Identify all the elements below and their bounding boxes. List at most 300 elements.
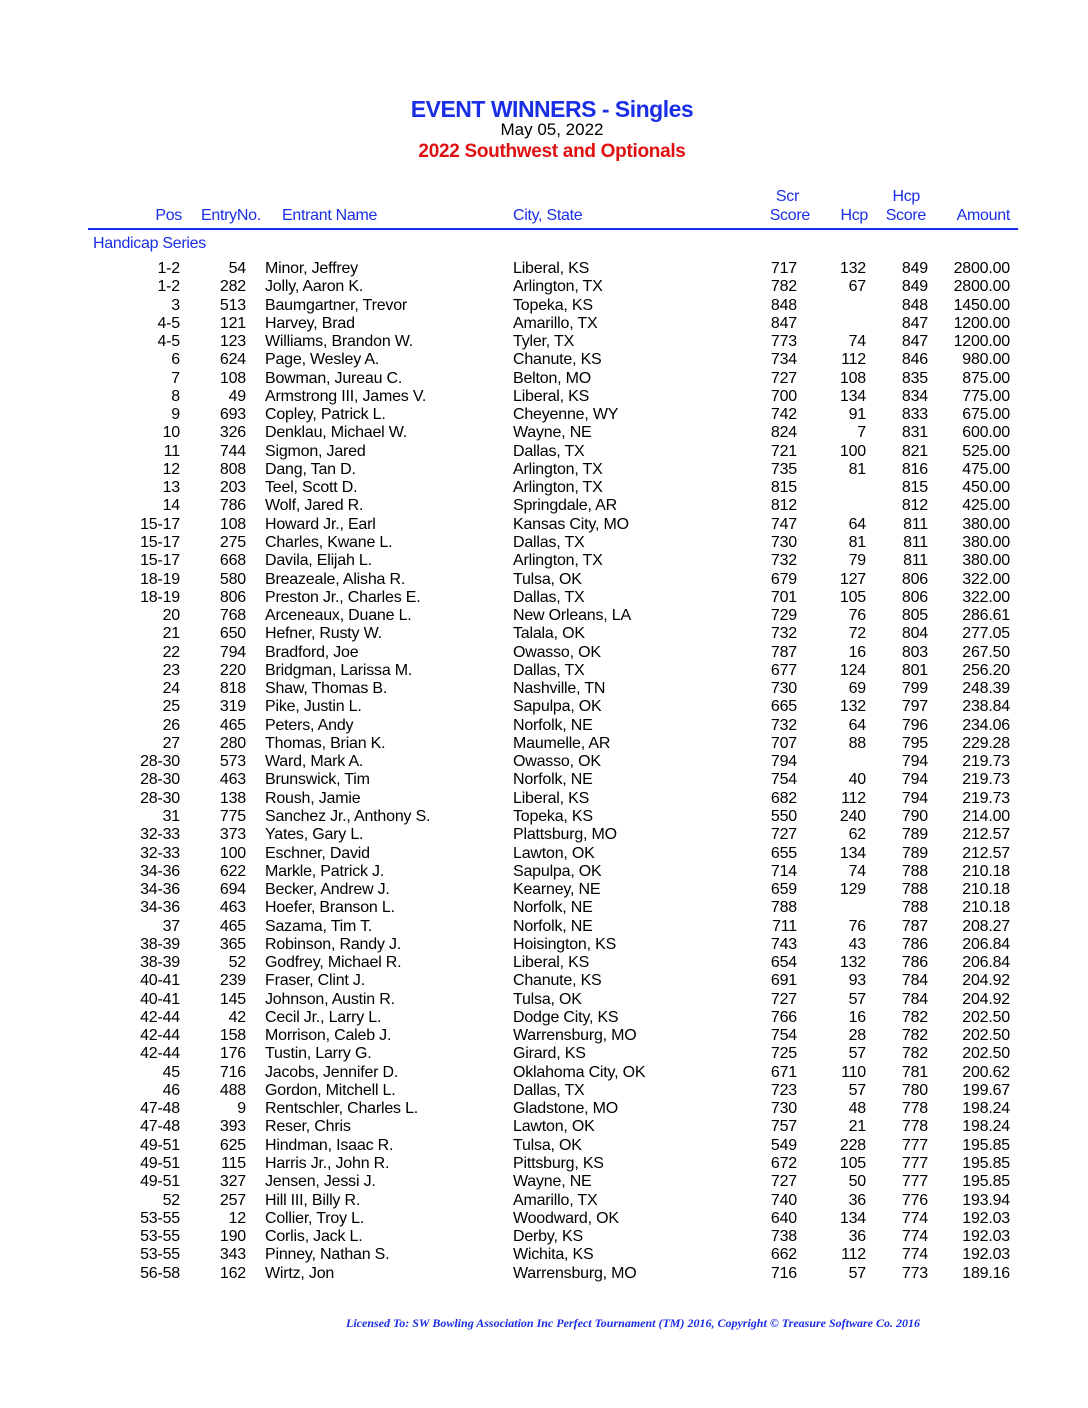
- scratch-score-cell: 757: [770, 1118, 797, 1136]
- pos-cell: 15-17: [140, 552, 180, 570]
- city-state-cell: Kearney, NE: [513, 881, 601, 899]
- pos-cell: 6: [171, 351, 180, 369]
- table-row: [0, 1027, 1088, 1045]
- city-state-cell: Liberal, KS: [513, 954, 590, 972]
- handicap-cell: 108: [839, 369, 866, 387]
- table-row: [0, 845, 1088, 863]
- entrant-name-cell: Fraser, Clint J.: [265, 972, 365, 990]
- pos-cell: 56-58: [140, 1264, 180, 1282]
- city-state-cell: Liberal, KS: [513, 260, 590, 277]
- handicap-score-cell: 806: [901, 588, 928, 606]
- report-date: May 05, 2022: [500, 120, 604, 139]
- handicap-cell: 28: [848, 1027, 866, 1045]
- entry-no-cell: 319: [219, 698, 246, 716]
- amount-cell: 195.85: [962, 1136, 1010, 1154]
- city-state-cell: Wayne, NE: [513, 424, 592, 442]
- pos-cell: 53-55: [140, 1228, 180, 1246]
- city-state-cell: Nashville, TN: [513, 680, 606, 698]
- col-hcp-score-bottom: Score: [885, 207, 926, 224]
- city-state-cell: Wayne, NE: [513, 1173, 592, 1191]
- entrant-name-cell: Jensen, Jessi J.: [265, 1173, 376, 1191]
- handicap-cell: 57: [848, 990, 866, 1008]
- amount-cell: 380.00: [962, 533, 1010, 551]
- entrant-name-cell: Yates, Gary L.: [265, 826, 364, 844]
- table-row: [0, 479, 1088, 497]
- table-row: [0, 753, 1088, 771]
- scratch-score-cell: 662: [770, 1246, 797, 1264]
- handicap-cell: 91: [848, 406, 866, 424]
- handicap-cell: 67: [848, 278, 866, 296]
- pos-cell: 27: [162, 734, 180, 752]
- entrant-name-cell: Shaw, Thomas B.: [265, 680, 388, 698]
- handicap-score-cell: 788: [901, 899, 928, 917]
- col-name: Entrant Name: [282, 207, 378, 224]
- entry-no-cell: 138: [219, 789, 246, 807]
- handicap-score-cell: 805: [901, 607, 928, 625]
- entry-no-cell: 393: [219, 1118, 246, 1136]
- entry-no-cell: 343: [219, 1246, 246, 1264]
- table-row: [0, 644, 1088, 662]
- handicap-score-cell: 773: [901, 1264, 928, 1282]
- table-row: [0, 1265, 1088, 1283]
- pos-cell: 32-33: [140, 826, 180, 844]
- handicap-cell: 76: [848, 917, 866, 935]
- table-row: [0, 443, 1088, 461]
- handicap-score-cell: 784: [901, 990, 928, 1008]
- pos-cell: 14: [162, 497, 180, 515]
- entrant-name-cell: Markle, Patrick J.: [265, 862, 385, 880]
- table-row: [0, 936, 1088, 954]
- amount-cell: 2800.00: [953, 278, 1010, 296]
- table-row: [0, 717, 1088, 735]
- entrant-name-cell: Howard Jr., Earl: [265, 515, 376, 533]
- amount-cell: 425.00: [962, 497, 1010, 515]
- scratch-score-cell: 747: [770, 515, 797, 533]
- footer-license: Licensed To: SW Bowling Association Inc Perfect Tournament (TM) 2016, Copyright © Treasure Software Co. 2016: [346, 1316, 921, 1330]
- tournament-name: 2022 Southwest and Optionals: [418, 141, 686, 162]
- entry-no-cell: 768: [219, 607, 246, 625]
- table-row: [0, 406, 1088, 424]
- col-hcp: Hcp: [840, 207, 868, 224]
- entrant-name-cell: Becker, Andrew J.: [265, 881, 390, 899]
- pos-cell: 1-2: [157, 260, 180, 277]
- entry-no-cell: 808: [219, 460, 246, 478]
- amount-cell: 202.50: [962, 1027, 1010, 1045]
- amount-cell: 208.27: [962, 917, 1010, 935]
- handicap-cell: 21: [848, 1118, 866, 1136]
- amount-cell: 204.92: [962, 990, 1010, 1008]
- table-row: [0, 424, 1088, 442]
- scratch-score-cell: 729: [770, 607, 797, 625]
- table-row: [0, 552, 1088, 570]
- amount-cell: 322.00: [962, 588, 1010, 606]
- handicap-score-cell: 781: [901, 1063, 928, 1081]
- handicap-score-cell: 777: [901, 1155, 928, 1173]
- entrant-name-cell: Hill III, Billy R.: [265, 1191, 361, 1209]
- amount-cell: 210.18: [962, 862, 1010, 880]
- handicap-cell: 112: [841, 1246, 866, 1264]
- entrant-name-cell: Pinney, Nathan S.: [265, 1246, 390, 1264]
- amount-cell: 1450.00: [953, 296, 1010, 314]
- entrant-name-cell: Baumgartner, Trevor: [265, 296, 408, 314]
- city-state-cell: Owasso, OK: [513, 753, 601, 771]
- amount-cell: 195.85: [962, 1155, 1010, 1173]
- entrant-name-cell: Arceneaux, Duane L.: [265, 607, 412, 625]
- handicap-score-cell: 803: [901, 643, 928, 661]
- table-row: [0, 771, 1088, 789]
- handicap-cell: 40: [848, 771, 866, 789]
- city-state-cell: Gladstone, MO: [513, 1100, 619, 1118]
- entry-no-cell: 513: [219, 296, 246, 314]
- handicap-cell: 79: [848, 552, 866, 570]
- amount-cell: 195.85: [962, 1173, 1010, 1191]
- handicap-score-cell: 811: [903, 552, 928, 570]
- entry-no-cell: 282: [219, 278, 246, 296]
- amount-cell: 600.00: [962, 424, 1010, 442]
- handicap-cell: 81: [848, 460, 866, 478]
- scratch-score-cell: 766: [770, 1008, 797, 1026]
- entrant-name-cell: Bowman, Jureau C.: [265, 369, 403, 387]
- entry-no-cell: 54: [228, 260, 246, 277]
- entry-no-cell: 373: [219, 826, 246, 844]
- table-row: [0, 698, 1088, 716]
- handicap-cell: 62: [848, 826, 866, 844]
- amount-cell: 322.00: [962, 570, 1010, 588]
- scratch-score-cell: 740: [770, 1191, 797, 1209]
- pos-cell: 4-5: [157, 333, 180, 351]
- handicap-cell: 74: [848, 333, 866, 351]
- entry-no-cell: 42: [228, 1008, 246, 1026]
- table-row: [0, 881, 1088, 899]
- handicap-cell: 16: [848, 1008, 866, 1026]
- amount-cell: 219.73: [962, 789, 1010, 807]
- scratch-score-cell: 754: [770, 1027, 797, 1045]
- pos-cell: 1-2: [157, 278, 180, 296]
- table-row: [0, 790, 1088, 808]
- handicap-cell: 132: [839, 954, 866, 972]
- handicap-cell: 72: [848, 625, 866, 643]
- header-rule: [88, 228, 1018, 230]
- entry-no-cell: 176: [219, 1045, 246, 1063]
- entrant-name-cell: Denklau, Michael W.: [265, 424, 408, 442]
- handicap-cell: 48: [848, 1100, 866, 1118]
- handicap-score-cell: 796: [901, 716, 928, 734]
- entry-no-cell: 327: [219, 1173, 246, 1191]
- pos-cell: 28-30: [140, 753, 180, 771]
- entry-no-cell: 775: [219, 807, 246, 825]
- entry-no-cell: 694: [219, 881, 246, 899]
- amount-cell: 189.16: [962, 1264, 1010, 1282]
- pos-cell: 49-51: [140, 1136, 180, 1154]
- handicap-score-cell: 816: [901, 460, 928, 478]
- entrant-name-cell: Peters, Andy: [265, 716, 354, 734]
- entry-no-cell: 465: [219, 917, 246, 935]
- amount-cell: 192.03: [962, 1209, 1010, 1227]
- pos-cell: 22: [162, 643, 180, 661]
- city-state-cell: Arlington, TX: [513, 479, 603, 497]
- entry-no-cell: 624: [219, 351, 246, 369]
- handicap-cell: 129: [839, 881, 866, 899]
- scratch-score-cell: 847: [770, 314, 797, 332]
- amount-cell: 775.00: [962, 387, 1010, 405]
- amount-cell: 214.00: [962, 807, 1010, 825]
- handicap-score-cell: 821: [901, 442, 928, 460]
- handicap-score-cell: 778: [901, 1100, 928, 1118]
- scratch-score-cell: 730: [770, 680, 797, 698]
- city-state-cell: Cheyenne, WY: [513, 406, 619, 424]
- city-state-cell: Dallas, TX: [513, 442, 585, 460]
- scratch-score-cell: 738: [770, 1228, 797, 1246]
- table-row: [0, 899, 1088, 917]
- col-hcp-score-top: Hcp: [892, 188, 920, 205]
- scratch-score-cell: 716: [770, 1264, 797, 1282]
- pos-cell: 20: [162, 607, 180, 625]
- handicap-score-cell: 804: [901, 625, 928, 643]
- pos-cell: 24: [162, 680, 180, 698]
- scratch-score-cell: 848: [770, 296, 797, 314]
- table-row: [0, 954, 1088, 972]
- scratch-score-cell: 679: [770, 570, 797, 588]
- scratch-score-cell: 682: [770, 789, 797, 807]
- table-row: [0, 972, 1088, 990]
- table-row: [0, 297, 1088, 315]
- scratch-score-cell: 654: [770, 954, 797, 972]
- handicap-cell: 93: [848, 972, 866, 990]
- table-row: [0, 1118, 1088, 1136]
- table-row: [0, 589, 1088, 607]
- table-row: [0, 1100, 1088, 1118]
- handicap-cell: 57: [848, 1081, 866, 1099]
- handicap-score-cell: 794: [901, 771, 928, 789]
- pos-cell: 53-55: [140, 1246, 180, 1264]
- handicap-cell: 36: [848, 1228, 866, 1246]
- entrant-name-cell: Godfrey, Michael R.: [265, 954, 402, 972]
- scratch-score-cell: 773: [770, 333, 797, 351]
- entrant-name-cell: Dang, Tan D.: [265, 460, 356, 478]
- entry-no-cell: 622: [219, 862, 246, 880]
- handicap-score-cell: 794: [901, 753, 928, 771]
- scratch-score-cell: 691: [770, 972, 797, 990]
- handicap-cell: 112: [841, 351, 866, 369]
- city-state-cell: Norfolk, NE: [513, 716, 593, 734]
- handicap-score-cell: 782: [901, 1008, 928, 1026]
- handicap-score-cell: 786: [901, 954, 928, 972]
- handicap-score-cell: 788: [901, 881, 928, 899]
- entry-no-cell: 220: [219, 661, 246, 679]
- handicap-cell: 105: [839, 1155, 866, 1173]
- entrant-name-cell: Eschner, David: [265, 844, 370, 862]
- amount-cell: 238.84: [962, 698, 1010, 716]
- handicap-cell: 134: [839, 387, 866, 405]
- amount-cell: 206.84: [962, 954, 1010, 972]
- pos-cell: 47-48: [140, 1100, 180, 1118]
- city-state-cell: Chanute, KS: [513, 972, 602, 990]
- table-row: [0, 808, 1088, 826]
- pos-cell: 21: [162, 625, 180, 643]
- scratch-score-cell: 787: [770, 643, 797, 661]
- handicap-score-cell: 776: [901, 1191, 928, 1209]
- entrant-name-cell: Charles, Kwane L.: [265, 533, 393, 551]
- entry-no-cell: 668: [219, 552, 246, 570]
- scratch-score-cell: 725: [770, 1045, 797, 1063]
- handicap-cell: 7: [857, 424, 866, 442]
- pos-cell: 38-39: [140, 954, 180, 972]
- city-state-cell: Wichita, KS: [513, 1246, 594, 1264]
- scratch-score-cell: 735: [770, 460, 797, 478]
- handicap-score-cell: 787: [901, 917, 928, 935]
- table-row: [0, 735, 1088, 753]
- city-state-cell: Topeka, KS: [513, 296, 593, 314]
- entry-no-cell: 573: [219, 753, 246, 771]
- scratch-score-cell: 732: [770, 625, 797, 643]
- scratch-score-cell: 730: [770, 1100, 797, 1118]
- handicap-cell: 124: [839, 661, 866, 679]
- amount-cell: 2800.00: [953, 260, 1010, 277]
- amount-cell: 206.84: [962, 935, 1010, 953]
- entrant-name-cell: Sazama, Tim T.: [265, 917, 373, 935]
- pos-cell: 4-5: [157, 314, 180, 332]
- city-state-cell: Dallas, TX: [513, 588, 585, 606]
- table-row: [0, 1155, 1088, 1173]
- city-state-cell: Talala, OK: [513, 625, 585, 643]
- handicap-cell: 132: [839, 698, 866, 716]
- entry-no-cell: 463: [219, 771, 246, 789]
- handicap-cell: 57: [848, 1045, 866, 1063]
- city-state-cell: Chanute, KS: [513, 351, 602, 369]
- amount-cell: 475.00: [962, 460, 1010, 478]
- handicap-score-cell: 849: [901, 278, 928, 296]
- city-state-cell: Woodward, OK: [513, 1209, 619, 1227]
- amount-cell: 202.50: [962, 1045, 1010, 1063]
- city-state-cell: Warrensburg, MO: [513, 1027, 637, 1045]
- amount-cell: 210.18: [962, 881, 1010, 899]
- entry-no-cell: 12: [228, 1209, 246, 1227]
- entry-no-cell: 162: [219, 1264, 246, 1282]
- amount-cell: 210.18: [962, 899, 1010, 917]
- amount-cell: 192.03: [962, 1228, 1010, 1246]
- entrant-name-cell: Hoefer, Branson L.: [265, 899, 395, 917]
- entry-no-cell: 488: [219, 1081, 246, 1099]
- handicap-cell: 110: [841, 1063, 866, 1081]
- table-row: [0, 534, 1088, 552]
- table-row: [0, 607, 1088, 625]
- table-row: [0, 351, 1088, 369]
- handicap-score-cell: 782: [901, 1027, 928, 1045]
- entrant-name-cell: Johnson, Austin R.: [265, 990, 395, 1008]
- pos-cell: 42-44: [140, 1045, 180, 1063]
- handicap-score-cell: 777: [901, 1136, 928, 1154]
- table-row: [0, 1246, 1088, 1264]
- entrant-name-cell: Roush, Jamie: [265, 789, 361, 807]
- scratch-score-cell: 734: [770, 351, 797, 369]
- pos-cell: 53-55: [140, 1209, 180, 1227]
- handicap-cell: 64: [848, 515, 866, 533]
- pos-cell: 31: [162, 807, 180, 825]
- pos-cell: 32-33: [140, 844, 180, 862]
- pos-cell: 15-17: [140, 533, 180, 551]
- handicap-cell: 132: [839, 260, 866, 277]
- entrant-name-cell: Jolly, Aaron K.: [265, 278, 364, 296]
- scratch-score-cell: 754: [770, 771, 797, 789]
- scratch-score-cell: 659: [770, 881, 797, 899]
- entrant-name-cell: Rentschler, Charles L.: [265, 1100, 419, 1118]
- pos-cell: 18-19: [140, 588, 180, 606]
- handicap-score-cell: 815: [901, 479, 928, 497]
- entrant-name-cell: Sanchez Jr., Anthony S.: [265, 807, 431, 825]
- amount-cell: 219.73: [962, 771, 1010, 789]
- table-row: [0, 625, 1088, 643]
- city-state-cell: Kansas City, MO: [513, 515, 629, 533]
- city-state-cell: Dallas, TX: [513, 661, 585, 679]
- table-row: [0, 260, 1088, 278]
- handicap-score-cell: 811: [903, 515, 928, 533]
- pos-cell: 26: [162, 716, 180, 734]
- pos-cell: 25: [162, 698, 180, 716]
- entrant-name-cell: Reser, Chris: [265, 1118, 351, 1136]
- pos-cell: 18-19: [140, 570, 180, 588]
- city-state-cell: Belton, MO: [513, 369, 592, 387]
- scratch-score-cell: 732: [770, 716, 797, 734]
- scratch-score-cell: 549: [770, 1136, 797, 1154]
- entrant-name-cell: Corlis, Jack L.: [265, 1228, 363, 1246]
- amount-cell: 219.73: [962, 753, 1010, 771]
- amount-cell: 192.03: [962, 1246, 1010, 1264]
- handicap-cell: 36: [848, 1191, 866, 1209]
- amount-cell: 1200.00: [953, 333, 1010, 351]
- handicap-cell: 134: [839, 844, 866, 862]
- scratch-score-cell: 742: [770, 406, 797, 424]
- scratch-score-cell: 788: [770, 899, 797, 917]
- handicap-cell: 74: [848, 862, 866, 880]
- scratch-score-cell: 727: [770, 369, 797, 387]
- table-row: [0, 662, 1088, 680]
- amount-cell: 980.00: [962, 351, 1010, 369]
- table-row: [0, 388, 1088, 406]
- handicap-score-cell: 831: [901, 424, 928, 442]
- entrant-name-cell: Morrison, Caleb J.: [265, 1027, 392, 1045]
- handicap-cell: 134: [839, 1209, 866, 1227]
- entry-no-cell: 49: [228, 387, 246, 405]
- scratch-score-cell: 717: [770, 260, 797, 277]
- entrant-name-cell: Teel, Scott D.: [265, 479, 358, 497]
- amount-cell: 525.00: [962, 442, 1010, 460]
- scratch-score-cell: 727: [770, 1173, 797, 1191]
- table-row: [0, 1064, 1088, 1082]
- entrant-name-cell: Breazeale, Alisha R.: [265, 570, 406, 588]
- pos-cell: 8: [171, 387, 180, 405]
- pos-cell: 7: [171, 369, 180, 387]
- city-state-cell: Arlington, TX: [513, 552, 603, 570]
- handicap-cell: 81: [848, 533, 866, 551]
- handicap-score-cell: 797: [901, 698, 928, 716]
- entry-no-cell: 650: [219, 625, 246, 643]
- city-state-cell: New Orleans, LA: [513, 607, 631, 625]
- scratch-score-cell: 655: [770, 844, 797, 862]
- scratch-score-cell: 700: [770, 387, 797, 405]
- pos-cell: 34-36: [140, 899, 180, 917]
- entry-no-cell: 108: [219, 515, 246, 533]
- city-state-cell: Norfolk, NE: [513, 899, 593, 917]
- city-state-cell: Norfolk, NE: [513, 917, 593, 935]
- entry-no-cell: 625: [219, 1136, 246, 1154]
- city-state-cell: Tyler, TX: [513, 333, 575, 351]
- handicap-score-cell: 790: [901, 807, 928, 825]
- city-state-cell: Pittsburg, KS: [513, 1155, 604, 1173]
- amount-cell: 204.92: [962, 972, 1010, 990]
- city-state-cell: Oklahoma City, OK: [513, 1063, 646, 1081]
- handicap-score-cell: 833: [901, 406, 928, 424]
- table-row: [0, 497, 1088, 515]
